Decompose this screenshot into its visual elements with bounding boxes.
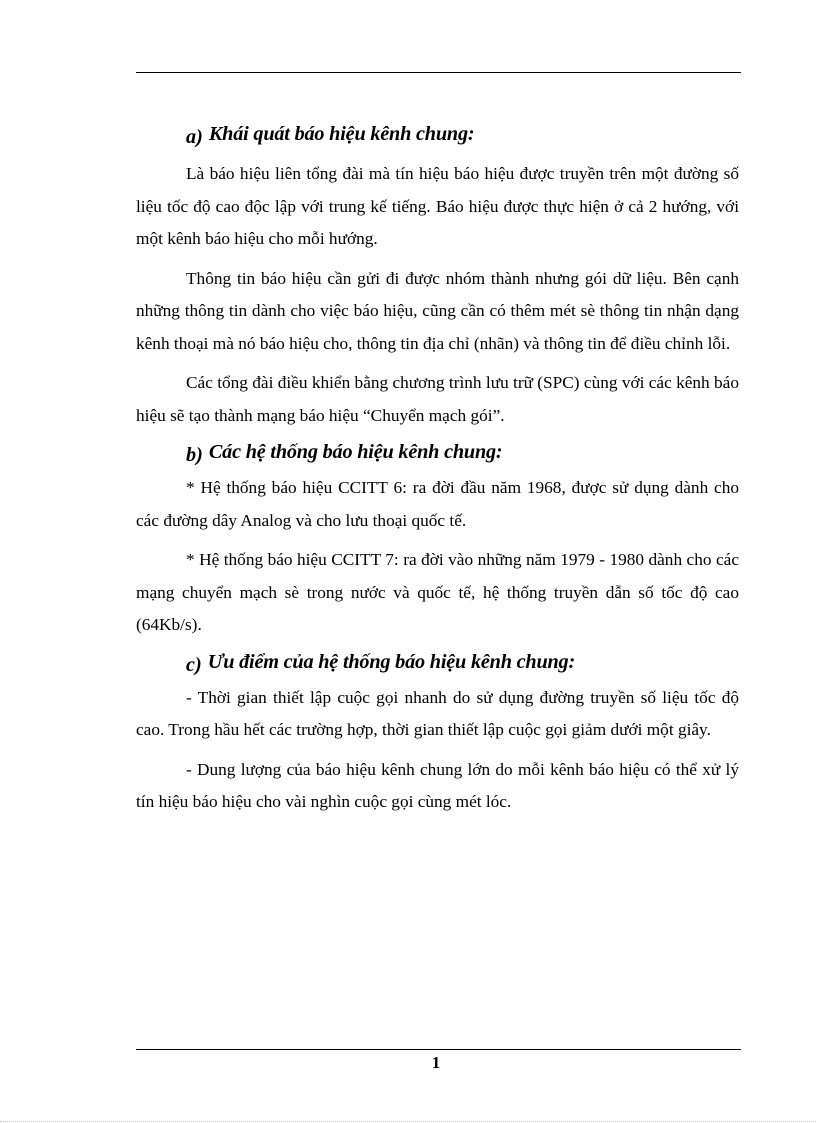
section-a-letter: a): [186, 126, 203, 148]
section-a-paragraph-3: Các tổng đài điều khiển bằng chương trình lưu trữ (SPC) cùng với các kênh báo hiệu sẽ tạo thành mạng báo hiệu “Chuyển mạch gói”.: [136, 373, 739, 425]
section-b-paragraph-2: * Hệ thống báo hiệu CCITT 7: ra đời vào những năm 1979 - 1980 dành cho các mạng chuyển mạch sè trong nước và quốc tế, hệ thống truyền dẫn số tốc độ cao (64Kb/s).: [136, 550, 739, 634]
section-b-title: Các hệ thống báo hiệu kênh chung:: [208, 441, 503, 463]
section-a-title: Khái quát báo hiệu kênh chung:: [208, 123, 475, 145]
section-a-paragraph-2: Thông tin báo hiệu cần gửi đi được nhóm thành nhưng gói dữ liệu. Bên cạnh những thông tin dành cho việc báo hiệu, cũng cần có thêm mét sè thông tin nhận dạng kênh thoại mà nó báo hiệu cho, thông tin địa chỉ (nhãn) và thông tin để điều chỉnh lỗi.: [136, 268, 739, 353]
section-c-paragraph-1: - Thời gian thiết lập cuộc gọi nhanh do sử dụng đường truyền số liệu tốc độ cao. Trong hầu hết các trường hợp, thời gian thiết lập cuộc gọi giảm dưới một giây.: [136, 687, 739, 739]
section-b-heading: [136, 436, 739, 468]
section-c-letter: c): [186, 653, 202, 676]
section-b-paragraph-1: * Hệ thống báo hiệu CCITT 6: ra đời đầu năm 1968, được sử dụng dành cho các đường dây Analog và cho lưu thoại quốc tế.: [136, 478, 739, 530]
section-a-paragraph-1: Là báo hiệu liên tổng đài mà tín hiệu báo hiệu được truyền trên một đường số liệu tốc độ cao độc lập với trung kế tiếng. Báo hiệu được thực hiện ở cả 2 hướng, với một kênh báo hiệu cho mỗi hướng.: [136, 164, 739, 248]
document-body: [136, 118, 739, 819]
section-c-heading: [136, 646, 739, 678]
section-c-paragraph-2: - Dung lượng của báo hiệu kênh chung lớn do mỗi kênh báo hiệu có thể xử lý tín hiệu báo hiệu cho vài nghìn cuộc gọi cùng mét lóc.: [136, 759, 739, 811]
section-c-title: Ưu điểm của hệ thống báo hiệu kênh chung:: [207, 650, 576, 673]
page-edge-dotted-line: [0, 1121, 816, 1122]
page-number: 1: [431, 1053, 441, 1072]
footer-rule: [136, 1049, 741, 1050]
section-a-heading: [136, 118, 739, 150]
section-b-letter: b): [186, 444, 203, 466]
header-rule: [136, 72, 741, 73]
